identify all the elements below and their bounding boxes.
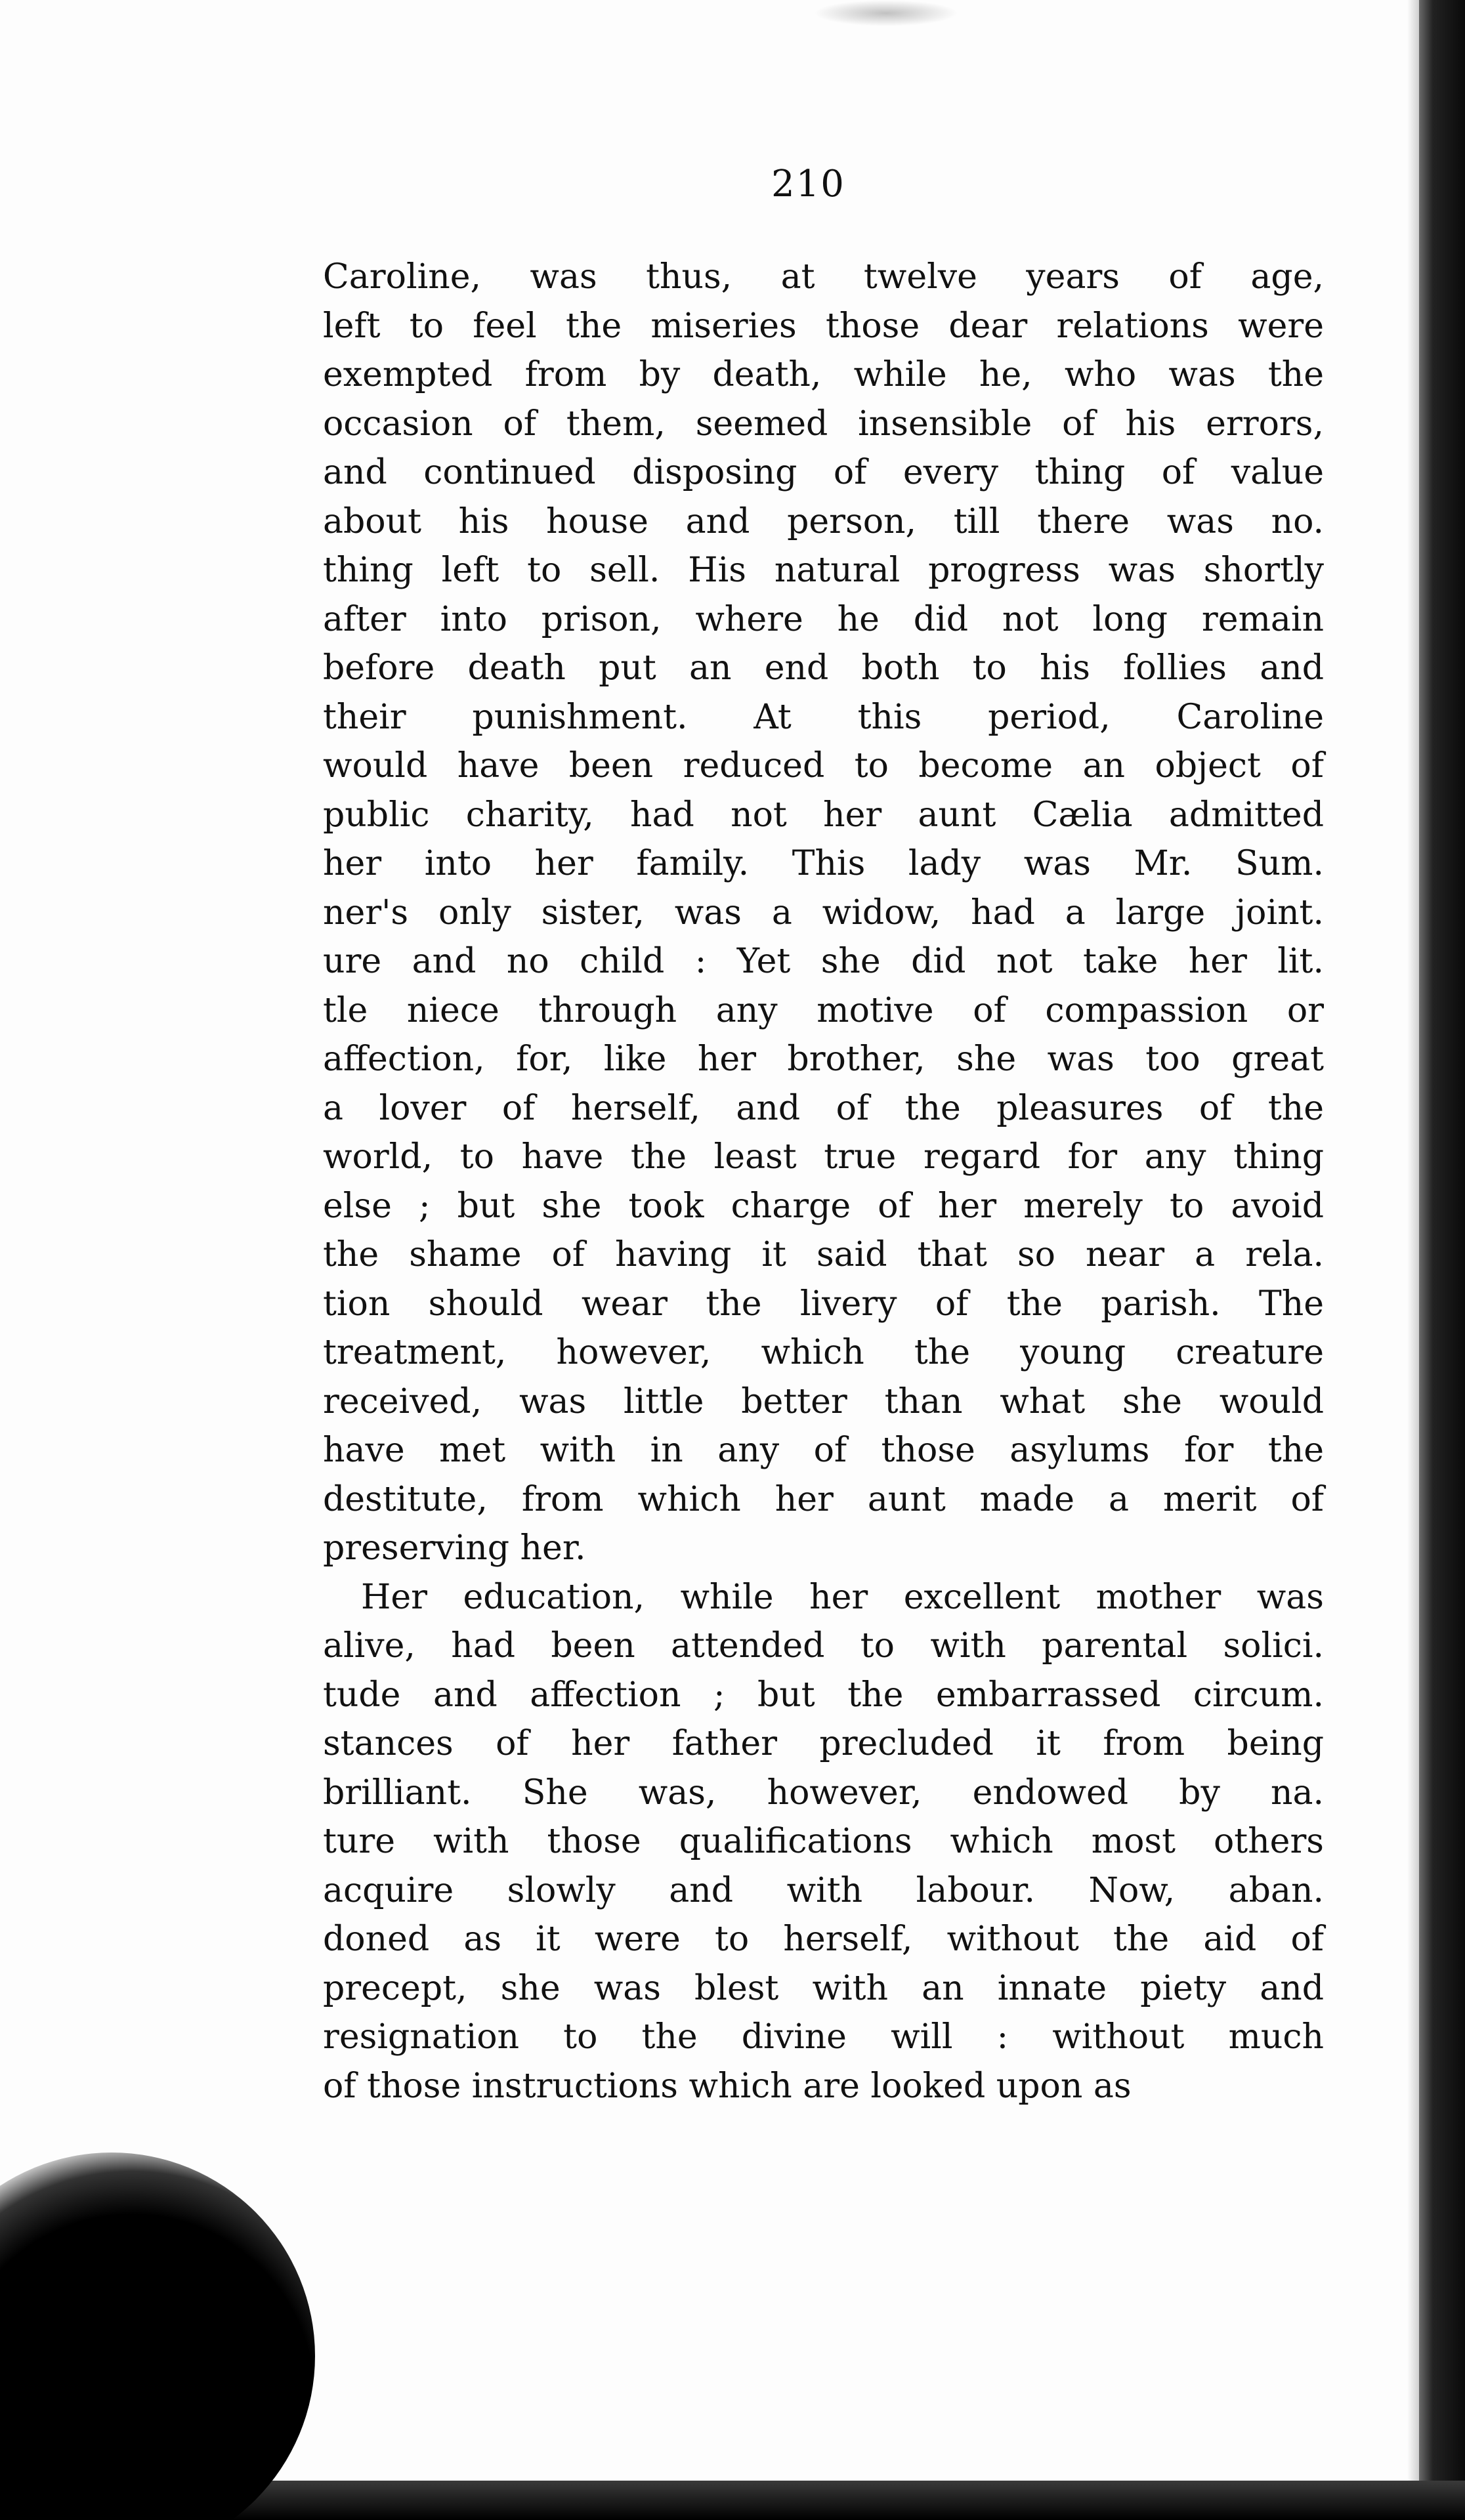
paragraph-2 [323,1573,1324,2111]
text-line: Her education, while her excellent mother was [361,1577,1324,1617]
text-line: else ; but she took charge of her merely to avoid [323,1186,1324,1226]
text-line: left to feel the miseries those dear relations were [323,306,1324,346]
text-line: thing left to sell. His natural progress was shortly [323,551,1324,590]
page-edge-shadow [1407,0,1419,2520]
text-line: exempted from by death, while he, who was the [323,355,1324,394]
text-line: alive, had been attended to with parental solici. [323,1626,1324,1666]
text-line: ner's only sister, was a widow, had a large joint. [323,892,1324,933]
scan-smudge [814,0,958,26]
text-line: acquire slowly and with labour. Now, aban. [323,1870,1324,1910]
text-line: doned as it were to herself, without the aid of [323,1920,1324,1959]
text-line: tion should wear the livery of the parish. The [323,1284,1324,1324]
text-line: preserving her. [323,1528,586,1568]
text-line: would have been reduced to become an object of [323,746,1324,786]
text-line: received, was little better than what she would [323,1381,1324,1421]
text-line: their punishment. At this period, Caroline [323,697,1324,737]
text-line: the shame of having it said that so near a rela. [323,1235,1324,1274]
text-line: precept, she was blest with an innate piety and [323,1968,1324,2008]
text-line: tude and affection ; but the embarrassed circum. [323,1675,1324,1715]
text-line: ure and no child : Yet she did not take her lit. [323,942,1324,981]
text-line: about his house and person, till there was no. [323,501,1324,541]
text-line: stances of her father precluded it from being [323,1724,1324,1763]
text-line: ture with those qualifications which most others [323,1822,1324,1861]
body-text [323,253,1324,2110]
thumb-shadow-base [0,2297,79,2520]
text-line: after into prison, where he did not long remain [323,599,1324,639]
text-line: treatment, however, which the young creature [323,1333,1324,1372]
text-line: of those instructions which are looked upon as [323,2066,1132,2106]
paragraph-1 [323,253,1324,1573]
text-line: and continued disposing of every thing of value [323,453,1324,492]
text-line: a lover of herself, and of the pleasures of the [323,1088,1324,1128]
page-number: 210 [771,163,845,205]
text-line: brilliant. She was, however, endowed by na. [323,1773,1324,1813]
text-line: her into her family. This lady was Mr. Sum. [323,844,1324,883]
text-line: destitute, from which her aunt made a merit of [323,1479,1324,1519]
text-line: Caroline, was thus, at twelve years of age, [323,257,1324,297]
text-line: affection, for, like her brother, she was too great [323,1040,1324,1079]
text-line: have met with in any of those asylums for the [323,1431,1324,1470]
text-line: before death put an end both to his follies and [323,648,1324,688]
text-line: public charity, had not her aunt Cælia admitted [323,795,1324,835]
text-line: world, to have the least true regard for any thing [323,1137,1324,1177]
text-line: occasion of them, seemed insensible of his errors, [323,404,1324,444]
scan-border-right [1419,0,1465,2520]
text-line: resignation to the divine will : without much [323,2017,1324,2057]
text-line: tle niece through any motive of compassion or [323,990,1324,1030]
